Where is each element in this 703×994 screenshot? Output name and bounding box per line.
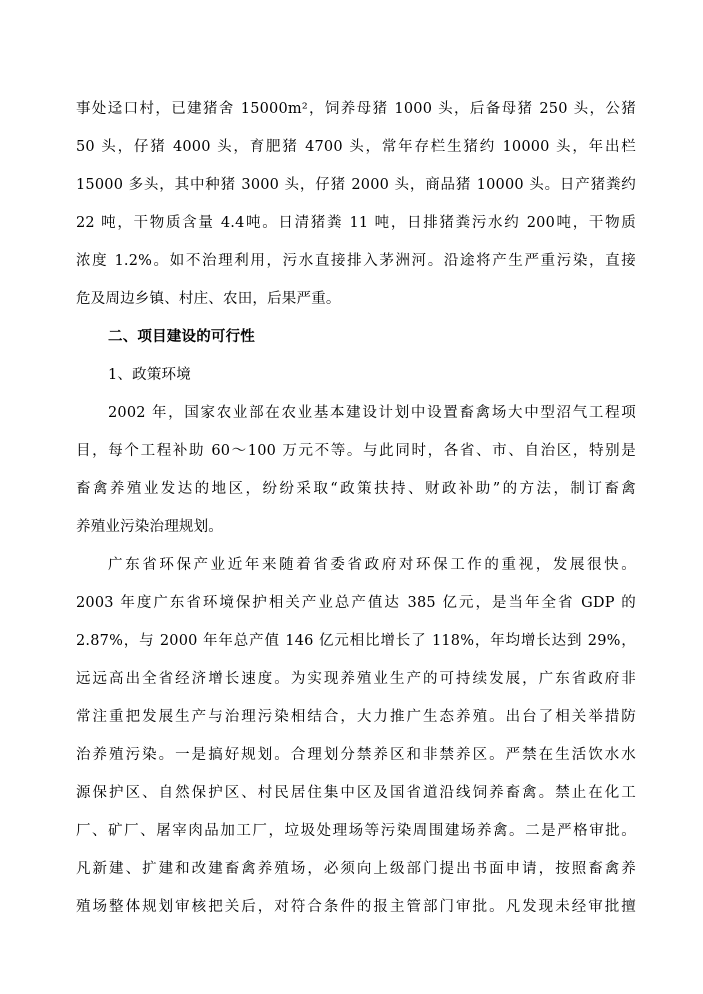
- text-line: 50 头，仔猪 4000 头，育肥猪 4700 头，常年存栏生猪约 10000 头，年出栏: [76, 139, 636, 155]
- text-line: 22 吨，干物质含量 4.4吨。日清猪粪 11 吨，日排猪粪污水约 200吨，干物质: [76, 215, 636, 231]
- paragraph-guangdong-policy: [76, 546, 636, 926]
- document-page: [76, 90, 636, 926]
- text-line: 常注重把发展生产与治理污染相结合，大力推广生态养殖。出台了相关举措防: [76, 709, 636, 725]
- text-line: 养殖业污染治理规划。: [76, 519, 223, 535]
- section-heading: 二、项目建设的可行性: [108, 328, 255, 345]
- text-line: 远远高出全省经济增长速度。为实现养殖业生产的可持续发展，广东省政府非: [76, 671, 636, 687]
- text-line: 2.87%，与 2000 年年总产值 146 亿元相比增长了 118%，年均增长达到 29%，: [76, 633, 636, 649]
- text-line: 治养殖污染。一是搞好规划。合理划分禁养区和非禁养区。严禁在生活饮水水: [76, 747, 636, 763]
- text-line: 2002 年，国家农业部在农业基本建设计划中设置畜禽场大中型沼气工程项: [108, 405, 636, 421]
- text-line: 厂、矿厂、屠宰肉品加工厂，垃圾处理场等污染周围建场养禽。二是严格审批。: [76, 823, 636, 839]
- text-line: 目，每个工程补助 60～100 万元不等。与此同时，各省、市、自治区，特别是: [76, 443, 636, 459]
- text-line: 2003 年度广东省环境保护相关产业总产值达 385 亿元，是当年全省 GDP 的: [76, 595, 636, 611]
- paragraph-livestock-farm: [76, 90, 636, 318]
- text-line: 浓度 1.2%。如不治理利用，污水直接排入茅洲河。沿途将产生严重污染，直接: [76, 253, 636, 269]
- text-line: 事处迳口村，已建猪舍 15000m²，饲养母猪 1000 头，后备母猪 250 头，公猪: [76, 101, 636, 117]
- text-line: 危及周边乡镇、村庄、农田，后果严重。: [76, 291, 341, 307]
- subsection-heading: 1、政策环境: [108, 367, 191, 383]
- paragraph-national-policy: [76, 394, 636, 546]
- text-line: 凡新建、扩建和改建畜禽养殖场，必须向上级部门提出书面申请，按照畜禽养: [76, 861, 636, 877]
- text-line: 源保护区、自然保护区、村民居住集中区及国省道沿线饲养畜禽。禁止在化工: [76, 785, 636, 801]
- text-line: 广东省环保产业近年来随着省委省政府对环保工作的重视，发展很快。: [108, 557, 636, 573]
- text-line: 15000 多头，其中种猪 3000 头，仔猪 2000 头，商品猪 10000 头。日产猪粪约: [76, 177, 636, 193]
- text-line: 畜禽养殖业发达的地区，纷纷采取“政策扶持、财政补助”的方法，制订畜禽: [76, 481, 636, 497]
- text-line: 殖场整体规划审核把关后，对符合条件的报主管部门审批。凡发现未经审批擅: [76, 899, 636, 915]
